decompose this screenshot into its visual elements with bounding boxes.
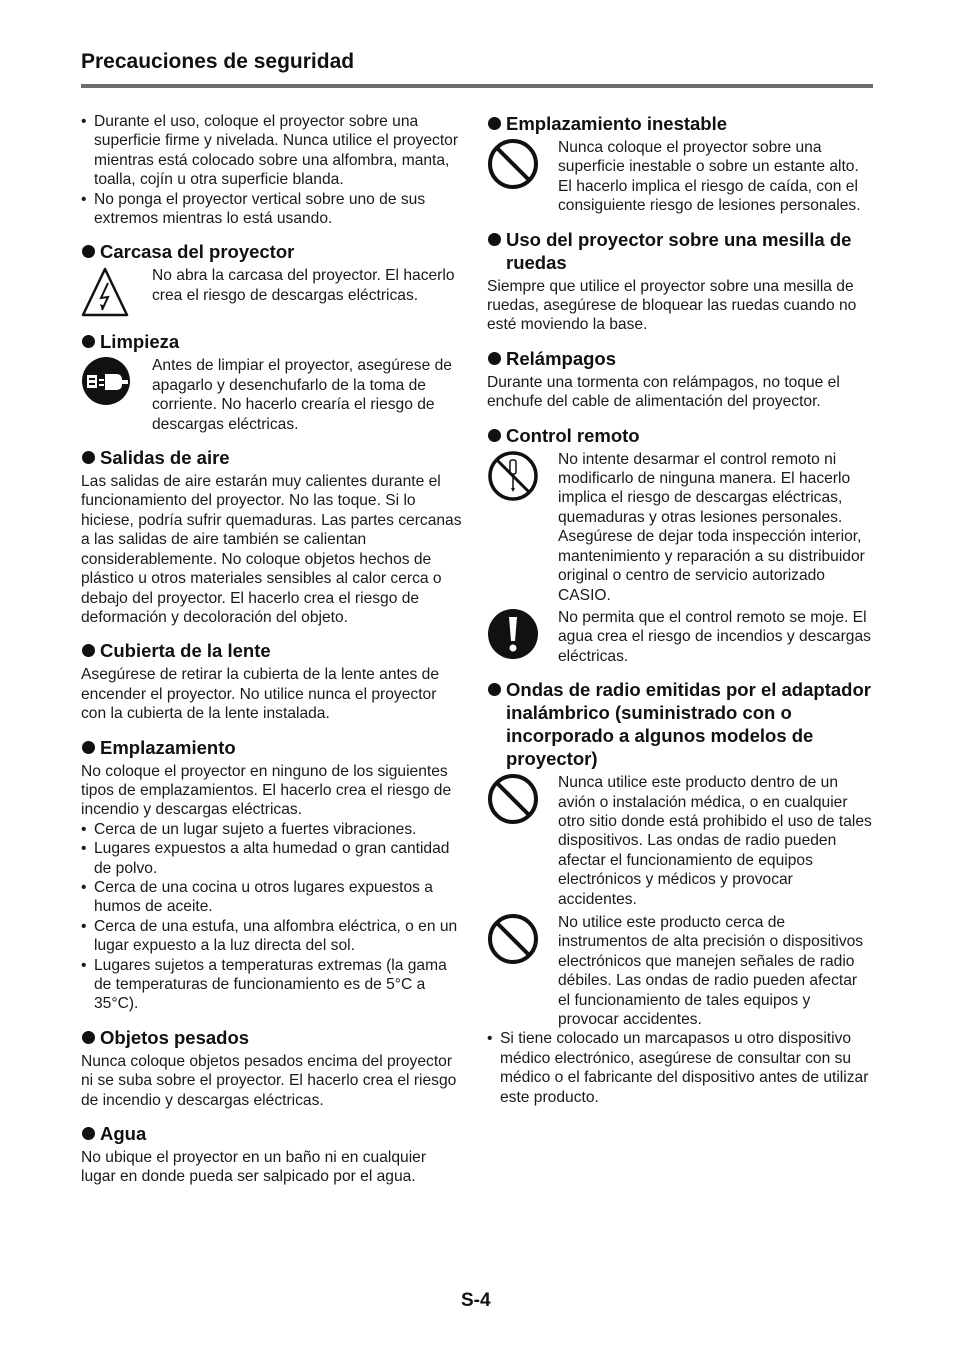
section-heading-carcasa: Carcasa del proyector [81, 240, 465, 263]
section-heading-cubierta: Cubierta de la lente [81, 639, 465, 662]
list-item: • Si tiene colocado un marcapasos u otro dispositivo médico electrónico, asegúrese de consultar con su médico o el fabricante del dispositivo antes de utilizar este producto. [487, 1029, 873, 1107]
cubierta-text: Asegúrese de retirar la cubierta de la lente antes de encender el proyector. No utilice nunca el proyector con la cubierta de la lente instalada. [81, 666, 440, 723]
mandatory-caution-icon [487, 608, 558, 660]
objetos-text: Nunca coloque objetos pesados encima del proyector ni se suba sobre el proyector. El hacerlo crea el riesgo de incendio y descargas eléctricas. [81, 1052, 457, 1109]
section-heading-inestable: Emplazamiento inestable [487, 112, 873, 135]
page-number: S-4 [461, 1290, 491, 1311]
list-item: • Lugares expuestos a alta humedad o gran cantidad de polvo. [81, 839, 465, 878]
carcasa-text: No abra la carcasa del proyector. El hacerlo crea el riesgo de descargas eléctricas. [152, 267, 455, 304]
list-item: • No ponga el proyector vertical sobre uno de sus extremos mientras lo está usando. [81, 190, 465, 229]
electric-shock-warning-icon [81, 266, 152, 318]
control-text-2: No permita que el control remoto se moje. El agua crea el riesgo de incendios y descargas eléctricas. [558, 608, 871, 665]
section-ondas-precision [487, 913, 873, 1029]
section-limpieza [81, 356, 465, 434]
emplazamiento-text: No coloque el proyector en ninguno de los siguientes tipos de emplazamientos. El hacerlo crea el riesgo de incendio y descargas eléctricas. [81, 762, 452, 819]
right-column [487, 112, 873, 1107]
limpieza-text: Antes de limpiar el proyector, asegúrese de apagarlo y desenchufarlo de la toma de corriente. No hacerlo crearía el riesgo de descargas eléctricas. [152, 357, 452, 433]
section-heading-agua: Agua [81, 1122, 465, 1145]
page-title: Precauciones de seguridad [81, 50, 355, 73]
ondas-text-2: No utilice este producto cerca de instrumentos de alta precisión o dispositivos electrónicos que manejen señales de radio débiles. Las ondas de radio pueden afectar el funcionamiento de tales equipos y provocar accidentes. [558, 913, 864, 1028]
list-item: • Cerca de una cocina u otros lugares expuestos a humos de aceite. [81, 878, 465, 917]
title-rule [81, 84, 873, 88]
section-heading-emplazamiento: Emplazamiento [81, 736, 465, 759]
section-inestable [487, 138, 873, 216]
inestable-text: Nunca coloque el proyector sobre una superficie inestable o sobre un estante alto. El hacerlo implica el riesgo de caída, con el consiguiente riesgo de lesiones personales. [558, 139, 861, 215]
list-item: • Lugares sujetos a temperaturas extremas (la gama de temperaturas de funcionamiento es de 5°C a 35°C). [81, 956, 465, 1014]
ondas-bullets [487, 1029, 873, 1107]
agua-text: No ubique el proyector en un baño ni en cualquier lugar en donde pueda ser salpicado por el agua. [81, 1149, 427, 1186]
section-ondas-avion [487, 773, 873, 909]
left-column [81, 112, 465, 1187]
section-heading-limpieza: Limpieza [81, 330, 465, 353]
emplazamiento-bullets [81, 820, 465, 1014]
section-heading-salidas: Salidas de aire [81, 446, 465, 469]
list-item: • Cerca de una estufa, una alfombra eléctrica, o en un lugar expuesto a la luz directa del sol. [81, 917, 465, 956]
relampagos-text: Durante una tormenta con relámpagos, no toque el enchufe del cable de alimentación del proyector. [487, 373, 840, 411]
salidas-text: Las salidas de aire estarán muy calientes durante el funcionamiento del proyector. No las toque. Si lo hiciese, podría sufrir quemaduras. Las partes cercanas a las salidas de aire también se calientan considerablemente. No coloque objetos hechos de plástico u otros materiales sensibles al calor cerca o debajo del proyector. El hacerlo crea el riesgo de deformación y decoloración del objeto. [81, 473, 462, 626]
do-not-disassemble-icon [487, 450, 558, 502]
mesilla-text: Siempre que utilice el proyector sobre una mesilla de ruedas, asegúrese de bloquear las ruedas cuando no esté moviendo la base. [487, 277, 857, 334]
prohibited-icon [487, 913, 558, 965]
prohibited-icon [487, 773, 558, 825]
section-control-water [487, 608, 873, 666]
ondas-text-1: Nunca utilice este producto dentro de un avión o instalación médica, o en cualquier otro sitio donde está prohibido el uso de tales dispositivos. Las ondas de radio pueden afectar el funcionamiento de equipos electrónicos y médicos y provocar accidentes. [558, 774, 872, 908]
section-heading-ondas: Ondas de radio emitidas por el adaptador inalámbrico (suministrado con o incorporado a algunos modelos de proyector) [487, 678, 873, 770]
intro-bullets [81, 112, 465, 228]
list-item: • Cerca de un lugar sujeto a fuertes vibraciones. [81, 820, 465, 839]
control-text-1: No intente desarmar el control remoto ni modificarlo de ninguna manera. El hacerlo implica el riesgo de descargas eléctricas, quemaduras y otras lesiones personales. Asegúrese de dejar toda inspección interior, mantenimiento y reparación a su distribuidor original o centro de servicio autorizado CASIO. [558, 450, 865, 604]
section-heading-objetos: Objetos pesados [81, 1026, 465, 1049]
section-heading-relampagos: Relámpagos [487, 347, 873, 370]
section-carcasa [81, 266, 465, 318]
unplug-icon [81, 356, 152, 406]
section-heading-mesilla: Uso del proyector sobre una mesilla de ruedas [487, 228, 873, 274]
section-heading-control: Control remoto [487, 424, 873, 447]
section-control-disassemble [487, 450, 873, 605]
list-item: • Durante el uso, coloque el proyector sobre una superficie firme y nivelada. Nunca utilice el proyector mientras está colocado sobre una alfombra, manta, toalla, cojín u otra superficie blanda. [81, 112, 465, 190]
prohibited-icon [487, 138, 558, 190]
